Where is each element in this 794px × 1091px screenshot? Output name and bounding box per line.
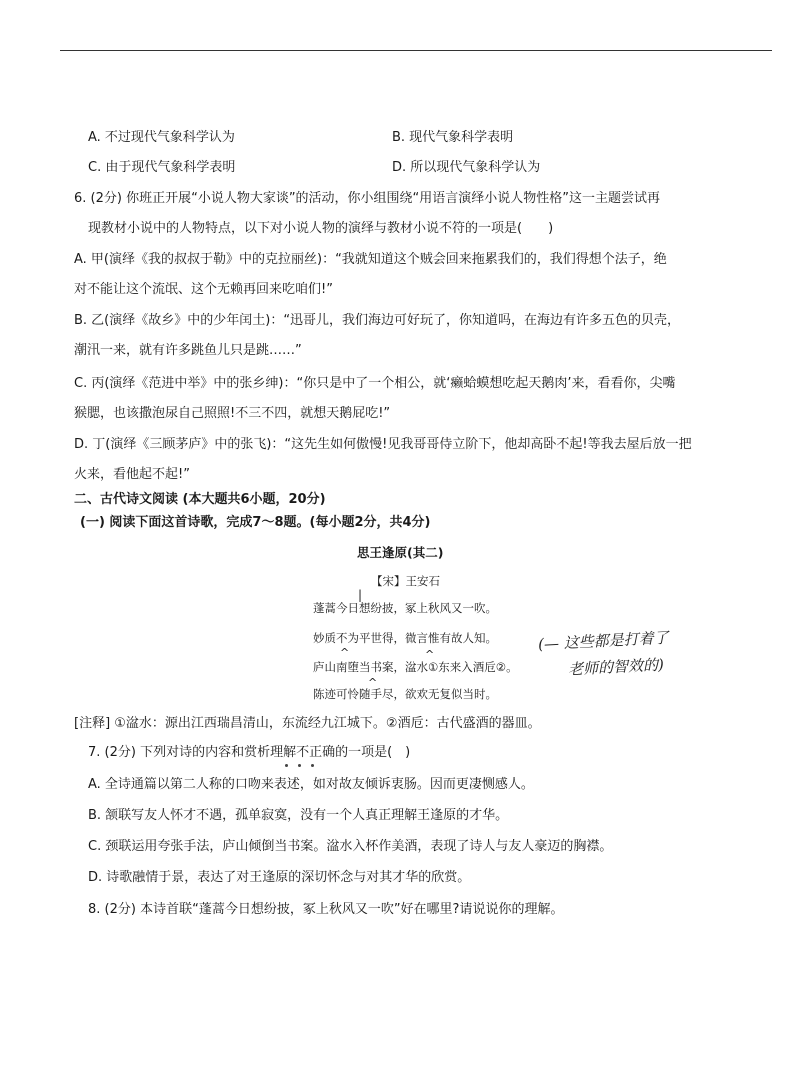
- q6-stem-line2: 现教材小说中的人物特点，以下对小说人物的演绎与教材小说不符的一项是( ): [88, 221, 554, 236]
- section2-subheading: (一) 阅读下面这首诗歌，完成7～8题。(每小题2分，共4分): [80, 515, 431, 530]
- q6-option-a-line1: A. 甲(演绎《我的叔叔于勒》中的克拉丽丝)：“我就知道这个贼会回来拖累我们的，我们得想个法子，绝: [74, 252, 667, 267]
- emphasis-dot: [298, 764, 301, 767]
- poem-annotation-note: [注释] ①湓水：源出江西瑞昌清山，东流经九江城下。②酒卮：古代盛酒的器皿。: [74, 716, 541, 731]
- emphasis-dot: [285, 764, 288, 767]
- q6-option-d-line2: 火来，看他起不起!”: [74, 467, 190, 482]
- poem-line-2: 妙质不为平世得，微言惟有故人知。: [313, 631, 497, 645]
- handwritten-correction-mark: ^: [425, 648, 435, 661]
- q7-option-a: A. 全诗通篇以第二人称的口吻来表述，如对故友倾诉衷肠。因而更凄恻感人。: [88, 777, 534, 792]
- poem-title: 思王逢原(其二): [357, 545, 444, 560]
- q7-option-b: B. 颔联写友人怀才不遇，孤单寂寞，没有一个人真正理解王逢原的才华。: [88, 808, 509, 823]
- handwritten-correction-mark: ^: [340, 646, 350, 659]
- q6-option-a-line2: 对不能让这个流氓、这个无赖再回来吃咱们!”: [74, 282, 333, 297]
- q5-option-c: C. 由于现代气象科学表明: [88, 160, 236, 175]
- handwritten-note-line2: 老师的智效的): [567, 655, 665, 679]
- q7-stem: 7. (2分) 下列对诗的内容和赏析理解不正确的一项是( ): [88, 745, 411, 760]
- q5-option-a: A. 不过现代气象科学认为: [88, 130, 235, 145]
- q7-option-c: C. 颈联运用夸张手法，庐山倾倒当书案。湓水入杯作美酒，表现了诗人与友人豪迈的胸襟。: [88, 839, 613, 854]
- q7-option-d: D. 诗歌融情于景，表达了对王逢原的深切怀念与对其才华的欣赏。: [88, 870, 471, 885]
- q6-option-c-line1: C. 丙(演绎《范进中举》中的张乡绅)：“你只是中了一个相公，就‘癞蛤蟆想吃起天鹅肉’来，看看你，尖嘴: [74, 376, 676, 391]
- handwritten-correction-mark: ^: [368, 676, 378, 689]
- q6-option-d-line1: D. 丁(演绎《三顾茅庐》中的张飞)：“这先生如何傲慢!见我哥哥侍立阶下，他却高卧不起!等我去屋后放一把: [74, 437, 692, 452]
- poem-line-1: 蓬蒿今日想纷披，冢上秋风又一吹。: [313, 601, 497, 615]
- poem-line-4: 陈迹可怜随手尽，欲欢无复似当时。: [313, 687, 497, 701]
- poem-line-3: 庐山南堕当书案，湓水①东来入酒卮②。: [313, 660, 518, 674]
- q6-option-c-line2: 猴腮，也该撒泡尿自己照照!不三不四，就想天鹅屁吃!”: [74, 406, 391, 421]
- handwritten-note-line1: (— 这些都是打着了: [537, 628, 670, 654]
- q8-stem: 8. (2分) 本诗首联“蓬蒿今日想纷披，冢上秋风又一吹”好在哪里?请说说你的理解。: [88, 902, 564, 917]
- poem-author: 【宋】王安石: [371, 574, 440, 588]
- q6-option-b-line2: 潮汛一来，就有许多跳鱼儿只是跳……”: [74, 343, 302, 358]
- q5-option-d: D. 所以现代气象科学认为: [392, 160, 541, 175]
- section2-heading: 二、古代诗文阅读 (本大题共6小题，20分): [74, 492, 326, 507]
- top-rule: [60, 50, 772, 51]
- emphasis-dot: [311, 764, 314, 767]
- handwritten-correction-mark: |: [358, 588, 363, 602]
- q6-stem-line1: 6. (2分) 你班正开展“小说人物大家谈”的活动，你小组围绕“用语言演绎小说人物性格”这一主题尝试再: [74, 191, 661, 206]
- q5-option-b: B. 现代气象科学表明: [392, 130, 514, 145]
- q6-option-b-line1: B. 乙(演绎《故乡》中的少年闰土)：“迅哥儿，我们海边可好玩了，你知道吗，在海边有许多五色的贝壳，: [74, 313, 681, 328]
